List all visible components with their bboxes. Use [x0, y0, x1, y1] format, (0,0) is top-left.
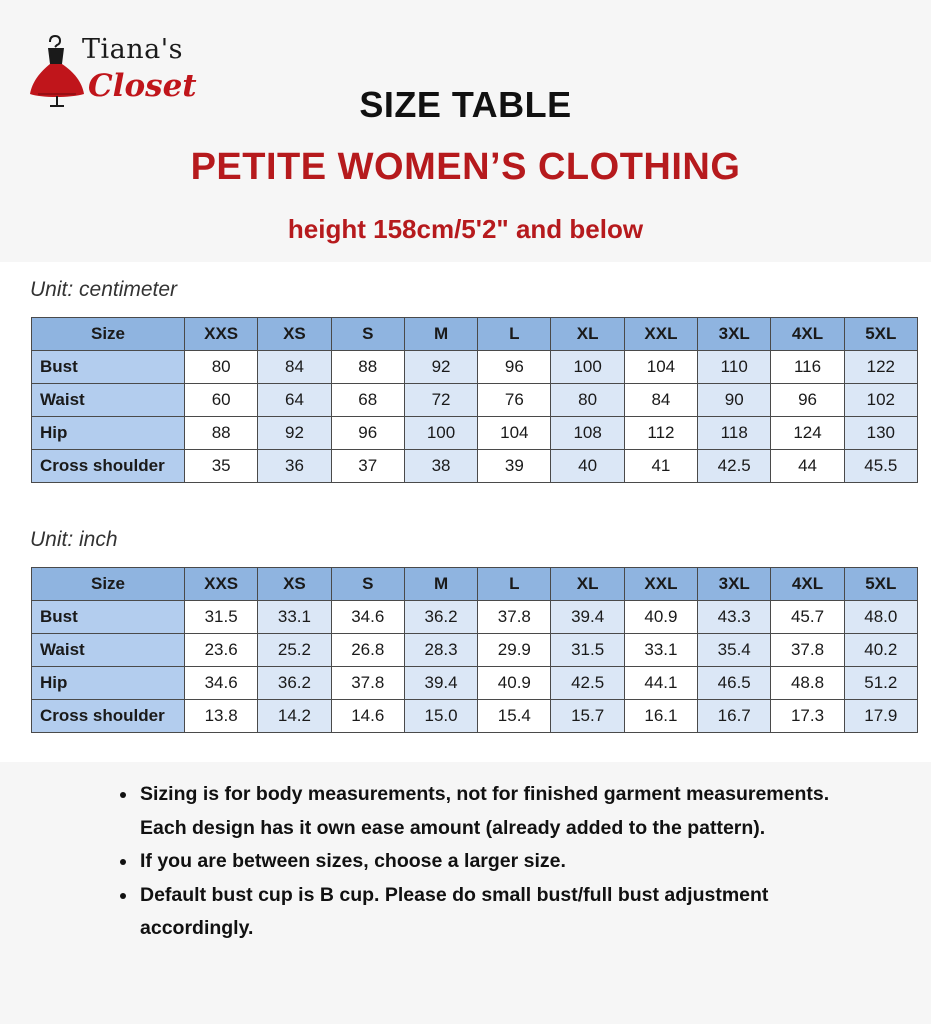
table-cell: 96: [771, 384, 844, 417]
table-cell: 36.2: [258, 667, 331, 700]
table-cell: 51.2: [844, 667, 917, 700]
table-cell: 45.5: [844, 450, 917, 483]
header-cell: Size: [32, 568, 185, 601]
header-cell: 3XL: [698, 318, 771, 351]
header-cell: S: [331, 318, 404, 351]
header-cell: L: [478, 568, 551, 601]
row-label: Bust: [32, 601, 185, 634]
row-label: Cross shoulder: [32, 450, 185, 483]
table-cell: 110: [698, 351, 771, 384]
table-cell: 40.9: [624, 601, 697, 634]
table-cell: 35.4: [698, 634, 771, 667]
table-cell: 39.4: [404, 667, 477, 700]
row-label: Hip: [32, 417, 185, 450]
table-cell: 37.8: [478, 601, 551, 634]
table-row: [32, 634, 918, 667]
table-cell: 34.6: [185, 667, 258, 700]
table-cell: 130: [844, 417, 917, 450]
table-cell: 40.9: [478, 667, 551, 700]
table-cell: 96: [478, 351, 551, 384]
table-row: [32, 601, 918, 634]
table-row: [32, 450, 918, 483]
row-label: Bust: [32, 351, 185, 384]
table-cell: 29.9: [478, 634, 551, 667]
table-cell: 15.0: [404, 700, 477, 733]
table-cell: 37.8: [771, 634, 844, 667]
table-cell: 36: [258, 450, 331, 483]
table-cell: 28.3: [404, 634, 477, 667]
table-cell: 43.3: [698, 601, 771, 634]
header-cell: S: [331, 568, 404, 601]
table-cell: 33.1: [258, 601, 331, 634]
table-row: [32, 700, 918, 733]
table-cell: 104: [624, 351, 697, 384]
table-cell: 40: [551, 450, 624, 483]
table-cell: 100: [404, 417, 477, 450]
header-cell: M: [404, 568, 477, 601]
table-cell: 39: [478, 450, 551, 483]
table-row: [32, 417, 918, 450]
table-cell: 36.2: [404, 601, 477, 634]
header-cell: L: [478, 318, 551, 351]
table-cell: 25.2: [258, 634, 331, 667]
header-cell: XXL: [624, 568, 697, 601]
table-cell: 42.5: [698, 450, 771, 483]
table-cell: 42.5: [551, 667, 624, 700]
table-cell: 33.1: [624, 634, 697, 667]
table-cell: 41: [624, 450, 697, 483]
table-cell: 112: [624, 417, 697, 450]
table-row: [32, 384, 918, 417]
header-cell: 4XL: [771, 568, 844, 601]
table-cell: 48.0: [844, 601, 917, 634]
row-label: Cross shoulder: [32, 700, 185, 733]
header-cell: XL: [551, 318, 624, 351]
table-cell: 104: [478, 417, 551, 450]
table-cell: 84: [258, 351, 331, 384]
table-cell: 80: [185, 351, 258, 384]
page-subtitle: PETITE WOMEN’S CLOTHING: [190, 146, 741, 188]
table-cell: 17.9: [844, 700, 917, 733]
table-cell: 64: [258, 384, 331, 417]
page-title: SIZE TABLE: [359, 84, 572, 125]
header-cell: 3XL: [698, 568, 771, 601]
table-cell: 96: [331, 417, 404, 450]
table-cell: 88: [331, 351, 404, 384]
note-item: • If you are between sizes, choose a larger size.: [138, 845, 878, 879]
table-row: [32, 667, 918, 700]
table-cell: 16.1: [624, 700, 697, 733]
table-header-row: [32, 568, 918, 601]
table-cell: 45.7: [771, 601, 844, 634]
table-cell: 15.7: [551, 700, 624, 733]
table-cell: 46.5: [698, 667, 771, 700]
table-cell: 15.4: [478, 700, 551, 733]
table-cell: 88: [185, 417, 258, 450]
height-note: height 158cm/5'2" and below: [287, 214, 644, 244]
brand-name-line1: Tiana's: [82, 34, 184, 65]
table-cell: 116: [771, 351, 844, 384]
header-cell: 5XL: [844, 318, 917, 351]
size-table-inch: [31, 567, 918, 733]
table-cell: 100: [551, 351, 624, 384]
table-cell: 108: [551, 417, 624, 450]
table-cell: 14.6: [331, 700, 404, 733]
table-cell: 38: [404, 450, 477, 483]
table-cell: 14.2: [258, 700, 331, 733]
sizing-notes: [110, 778, 878, 946]
table-cell: 122: [844, 351, 917, 384]
table-header-row: [32, 318, 918, 351]
brand-name-line2: Closet: [88, 68, 197, 104]
table-cell: 16.7: [698, 700, 771, 733]
table-cell: 84: [624, 384, 697, 417]
table-cell: 72: [404, 384, 477, 417]
table-cell: 23.6: [185, 634, 258, 667]
size-table-centimeter: [31, 317, 918, 483]
header-cell: XXL: [624, 318, 697, 351]
unit-label-centimeter: Unit: centimeter: [30, 278, 178, 301]
table-cell: 92: [258, 417, 331, 450]
table-cell: 31.5: [185, 601, 258, 634]
table-row: [32, 351, 918, 384]
table-cell: 68: [331, 384, 404, 417]
table-cell: 37: [331, 450, 404, 483]
table-cell: 37.8: [331, 667, 404, 700]
note-item: • Default bust cup is B cup. Please do small bust/full bust adjustment accordingly.: [138, 879, 878, 946]
table-cell: 31.5: [551, 634, 624, 667]
table-cell: 76: [478, 384, 551, 417]
table-cell: 34.6: [331, 601, 404, 634]
table-cell: 80: [551, 384, 624, 417]
table-cell: 124: [771, 417, 844, 450]
table-cell: 44: [771, 450, 844, 483]
table-cell: 60: [185, 384, 258, 417]
row-label: Waist: [32, 384, 185, 417]
table-cell: 35: [185, 450, 258, 483]
table-cell: 90: [698, 384, 771, 417]
header-cell: M: [404, 318, 477, 351]
row-label: Waist: [32, 634, 185, 667]
header-cell: XS: [258, 318, 331, 351]
note-item: • Sizing is for body measurements, not for finished garment measurements. Each design has it own ease amount (already added to the pattern).: [138, 778, 878, 845]
table-cell: 39.4: [551, 601, 624, 634]
table-cell: 92: [404, 351, 477, 384]
table-cell: 118: [698, 417, 771, 450]
row-label: Hip: [32, 667, 185, 700]
header-cell: XL: [551, 568, 624, 601]
table-cell: 44.1: [624, 667, 697, 700]
table-cell: 40.2: [844, 634, 917, 667]
table-cell: 17.3: [771, 700, 844, 733]
table-cell: 48.8: [771, 667, 844, 700]
table-cell: 26.8: [331, 634, 404, 667]
header-cell: XXS: [185, 318, 258, 351]
header-cell: XS: [258, 568, 331, 601]
header-cell: XXS: [185, 568, 258, 601]
header-cell: Size: [32, 318, 185, 351]
header-cell: 4XL: [771, 318, 844, 351]
header-cell: 5XL: [844, 568, 917, 601]
table-cell: 102: [844, 384, 917, 417]
unit-label-inch: Unit: inch: [30, 528, 118, 551]
table-cell: 13.8: [185, 700, 258, 733]
